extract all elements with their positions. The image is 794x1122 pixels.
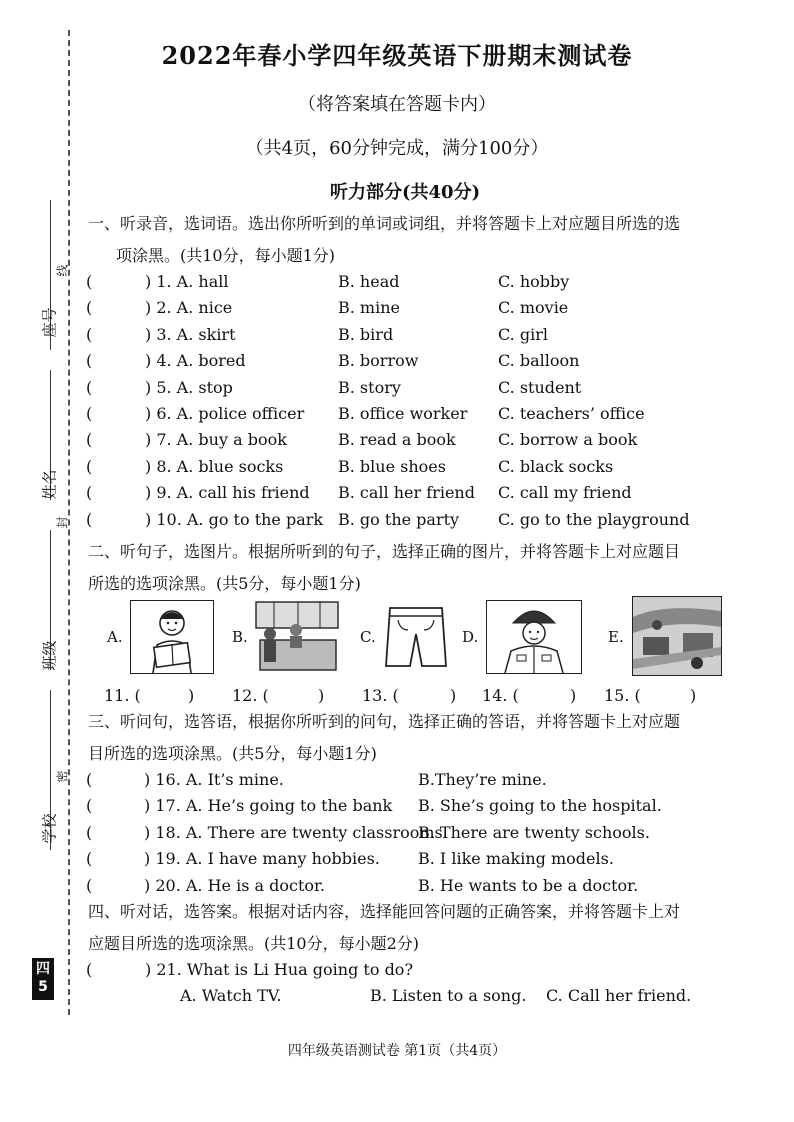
option-b: B. borrow: [338, 351, 419, 371]
option-b: B. call her friend: [338, 483, 475, 503]
picture-b-shop-counter: [254, 600, 340, 672]
answer-paren[interactable]: (: [86, 351, 93, 371]
blank-15-close: ): [690, 686, 697, 705]
option-b: B. I like making models.: [418, 849, 614, 869]
question-option-a: ) 7. A. buy a book: [145, 430, 287, 450]
margin-class-label: 班级: [40, 640, 59, 671]
answer-paren[interactable]: (: [86, 822, 93, 842]
badge-top: 四: [36, 961, 50, 977]
answer-paren[interactable]: (: [86, 272, 93, 291]
option-c: C. borrow a book: [498, 430, 638, 450]
part1-question-row: [0, 325, 794, 351]
answer-paren[interactable]: (: [86, 456, 93, 476]
question-21-options: [0, 986, 794, 1012]
picture-label-b: B.: [232, 628, 248, 646]
margin-seat-label: 座号: [40, 307, 59, 338]
subtitle-answer-card: （将答案填在答题卡内）: [298, 94, 496, 115]
picture-label-c: C.: [360, 628, 376, 646]
blank-11-open: 11. (: [104, 686, 141, 705]
answer-paren[interactable]: (: [86, 849, 93, 869]
part1-question-row: [0, 298, 794, 324]
part2-instruction: [88, 536, 768, 600]
margin-line-char: 线: [55, 264, 70, 277]
option-c: C. girl: [498, 324, 548, 344]
part1-question-row: [0, 430, 794, 456]
q21-answer-paren[interactable]: (: [86, 960, 93, 979]
part3-question-row: [0, 849, 794, 875]
part1-instruction: [88, 208, 768, 272]
option-b: B. He wants to be a doctor.: [418, 875, 639, 895]
option-b: B. office worker: [338, 404, 468, 423]
question-option-a: ) 17. A. He’s going to the bank: [144, 796, 393, 816]
part4-instruction: [88, 896, 768, 960]
part3-instruction: [88, 706, 768, 770]
part1-question-row: [0, 351, 794, 377]
q21-question: ) 21. What is Li Hua going to do?: [145, 960, 414, 979]
blank-11-close: ): [188, 686, 195, 705]
blank-12-open: 12. (: [232, 686, 269, 705]
question-option-a: ) 18. A. There are twenty classrooms.: [144, 822, 448, 842]
margin-secret-char: 密: [55, 770, 70, 783]
badge-bottom: 5: [38, 979, 48, 995]
q21-option-b: B. Listen to a song.: [370, 986, 527, 1005]
margin-seal-char: 封: [55, 516, 70, 529]
part1-question-row: [0, 272, 794, 298]
option-b: B. read a book: [338, 430, 456, 450]
subtitle-exam-info: （共4页，60分钟完成，满分100分）: [245, 138, 549, 159]
option-b: B. bird: [338, 324, 394, 344]
picture-label-e: E.: [608, 628, 624, 646]
part1-instruction-line2: 项涂黑。(共10分，每小题1分): [116, 246, 336, 265]
q21-option-c: C. Call her friend.: [546, 986, 692, 1005]
option-c: C. movie: [498, 298, 569, 318]
question-option-a: ) 8. A. blue socks: [145, 456, 284, 476]
picture-c-shorts: [380, 600, 452, 672]
part2-instruction-line2: 所选的选项涂黑。(共5分，每小题1分): [88, 574, 361, 593]
question-option-a: ) 6. A. police officer: [145, 404, 305, 423]
option-b: B. mine: [338, 298, 400, 318]
part1-question-row: [0, 457, 794, 483]
part2-instruction-line1: 二、听句子，选图片。根据所听到的句子，选择正确的图片，并将答题卡上对应题目: [88, 542, 681, 561]
question-option-a: ) 2. A. nice: [145, 298, 233, 318]
part1-instruction-line1: 一、听录音，选词语。选出你所听到的单词或词组，并将答题卡上对应题目所选的选: [88, 214, 681, 233]
blank-14-close: ): [570, 686, 577, 705]
option-b: B. go the party: [338, 509, 460, 529]
question-option-a: ) 16. A. It’s mine.: [144, 770, 284, 789]
margin-school-label: 学校: [40, 813, 59, 844]
picture-a-boy-reading: [130, 600, 214, 674]
question-21-row: [0, 960, 794, 986]
part3-instruction-line1: 三、听问句，选答语，根据你所听到的问句，选择正确的答语，并将答题卡上对应题: [88, 712, 681, 731]
blank-13-open: 13. (: [362, 686, 399, 705]
option-b: B. blue shoes: [338, 456, 446, 476]
picture-d-police-officer: [486, 600, 582, 674]
question-option-a: ) 20. A. He is a doctor.: [144, 875, 326, 895]
answer-paren[interactable]: (: [86, 509, 93, 529]
answer-paren[interactable]: (: [86, 796, 93, 816]
option-c: C. go to the playground: [498, 509, 690, 529]
question-option-a: ) 3. A. skirt: [145, 324, 236, 344]
option-c: C. student: [498, 377, 582, 397]
option-b: B. She’s going to the hospital.: [418, 796, 662, 816]
part3-question-row: [0, 823, 794, 849]
picture-label-a: A.: [107, 628, 123, 646]
answer-paren[interactable]: (: [86, 377, 93, 397]
part3-question-row: [0, 796, 794, 822]
answer-paren[interactable]: (: [86, 875, 93, 895]
blank-12-close: ): [318, 686, 325, 705]
picture-e-city-park: [632, 596, 722, 676]
option-c: C. call my friend: [498, 483, 632, 503]
option-b: B. story: [338, 377, 401, 397]
page-footer: 四年级英语测试卷 第1页（共4页）: [287, 1043, 507, 1059]
option-c: C. hobby: [498, 272, 570, 291]
part3-question-row: [0, 770, 794, 796]
listening-section-header: 听力部分(共40分): [330, 182, 481, 203]
answer-paren[interactable]: (: [86, 483, 93, 503]
blank-15-open: 15. (: [604, 686, 641, 705]
answer-paren[interactable]: (: [86, 430, 93, 450]
blank-14-open: 14. (: [482, 686, 519, 705]
option-b: B.They’re mine.: [418, 770, 547, 789]
part3-instruction-line2: 目所选的选项涂黑。(共5分，每小题1分): [88, 744, 377, 763]
option-b: B. There are twenty schools.: [418, 822, 650, 842]
q21-option-a: A. Watch TV.: [180, 986, 282, 1005]
question-option-a: ) 19. A. I have many hobbies.: [144, 849, 380, 869]
answer-paren[interactable]: (: [86, 298, 93, 318]
question-option-a: ) 10. A. go to the park: [145, 509, 324, 529]
question-option-a: ) 5. A. stop: [145, 377, 233, 397]
part1-question-row: [0, 404, 794, 430]
answer-paren[interactable]: (: [86, 324, 93, 344]
question-option-a: ) 1. A. hall: [145, 272, 229, 291]
answer-paren[interactable]: (: [86, 404, 93, 423]
part4-instruction-line1: 四、听对话，选答案。根据对话内容，选择能回答问题的正确答案，并将答题卡上对: [88, 902, 681, 921]
part4-instruction-line2: 应题目所选的选项涂黑。(共10分，每小题2分): [88, 934, 420, 953]
part1-question-row: [0, 510, 794, 536]
option-c: C. balloon: [498, 351, 580, 371]
picture-label-d: D.: [462, 628, 479, 646]
option-c: C. black socks: [498, 456, 614, 476]
blank-13-close: ): [450, 686, 457, 705]
part1-question-row: [0, 483, 794, 509]
page-title: 2022年春小学四年级英语下册期末测试卷: [161, 41, 633, 70]
question-option-a: ) 9. A. call his friend: [145, 483, 310, 503]
option-c: C. teachers’ office: [498, 404, 645, 423]
question-option-a: ) 4. A. bored: [145, 351, 246, 371]
part1-question-row: [0, 378, 794, 404]
option-b: B. head: [338, 272, 400, 291]
margin-name-label: 姓名: [40, 469, 59, 500]
answer-paren[interactable]: (: [86, 770, 93, 789]
